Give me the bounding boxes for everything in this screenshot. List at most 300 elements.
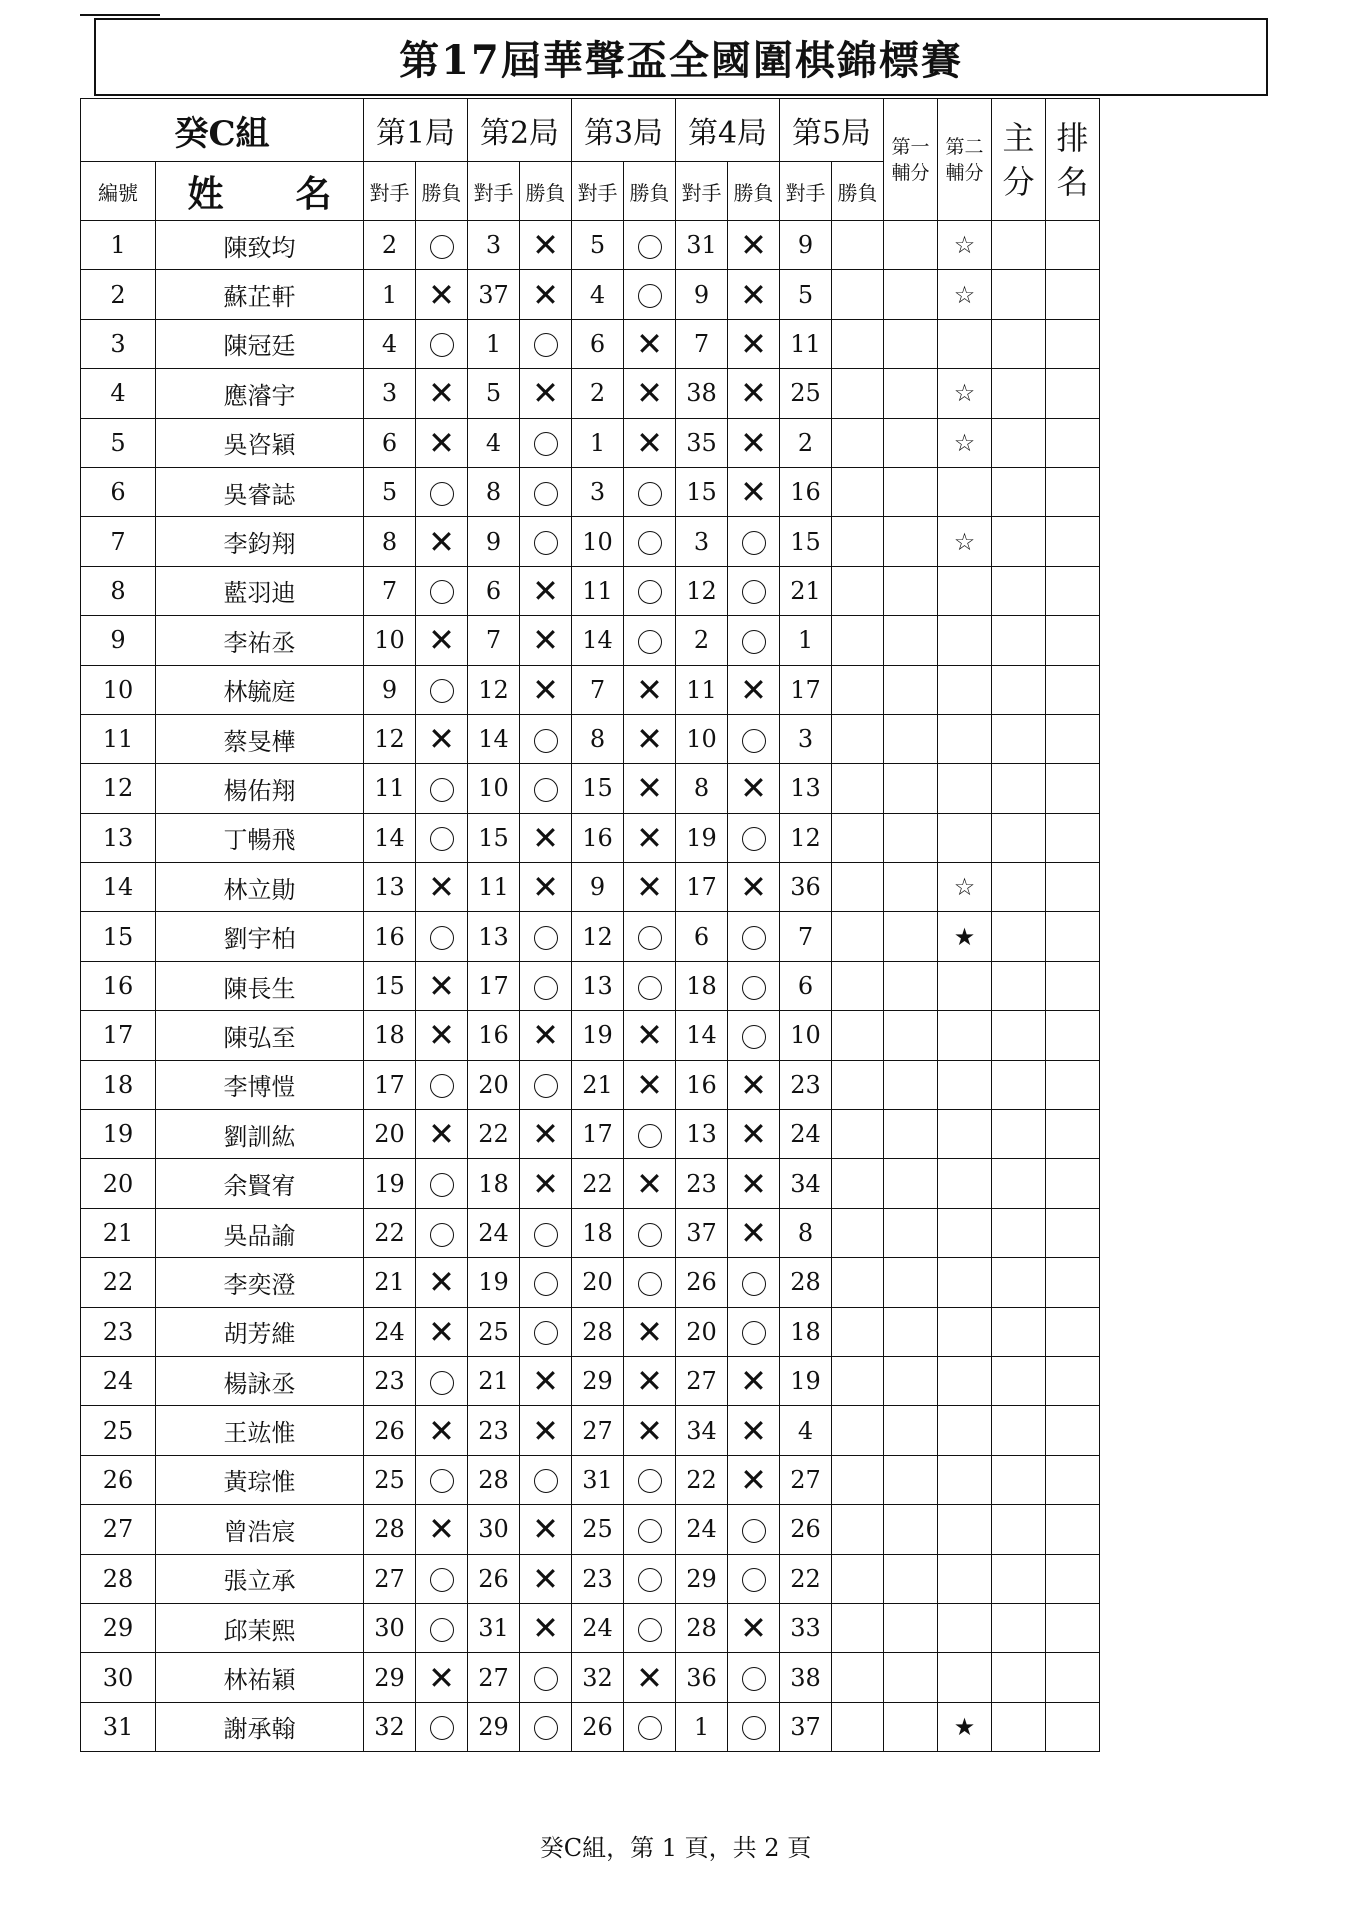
rank-cell	[1046, 1307, 1100, 1356]
result-cell	[832, 1110, 884, 1159]
win-mark	[638, 1565, 662, 1593]
opponent-cell: 1	[364, 270, 416, 319]
result-cell	[416, 1208, 468, 1257]
opponent-cell: 8	[572, 714, 624, 763]
result-cell	[520, 270, 572, 319]
opponent-cell: 14	[364, 813, 416, 862]
result-cell	[728, 1554, 780, 1603]
table-row	[81, 813, 1100, 862]
group-label: 癸C組	[81, 99, 364, 162]
win-mark	[534, 1318, 558, 1346]
result-cell	[416, 714, 468, 763]
win-mark	[638, 281, 662, 309]
player-id: 30	[81, 1653, 156, 1702]
rank-cell	[1046, 1356, 1100, 1405]
loss-mark	[428, 1119, 455, 1147]
player-name: 楊佑翔	[156, 764, 364, 813]
tiebreak-1-cell	[884, 418, 938, 467]
main-score-cell	[992, 1307, 1046, 1356]
rank-cell	[1046, 616, 1100, 665]
result-cell	[416, 467, 468, 516]
table-row	[81, 1060, 1100, 1109]
opponent-cell: 2	[572, 369, 624, 418]
result-cell	[832, 863, 884, 912]
result-cell	[832, 1505, 884, 1554]
loss-mark	[740, 1415, 767, 1443]
loss-mark	[532, 1020, 559, 1048]
results-table	[80, 98, 1100, 1752]
main-score-cell	[992, 221, 1046, 270]
win-mark	[742, 1565, 766, 1593]
player-name: 陳冠廷	[156, 319, 364, 368]
tiebreak-1-cell	[884, 221, 938, 270]
rank-cell	[1046, 319, 1100, 368]
win-mark	[742, 1318, 766, 1346]
result-cell	[728, 1060, 780, 1109]
player-id: 10	[81, 665, 156, 714]
win-mark	[742, 1515, 766, 1543]
player-id: 7	[81, 517, 156, 566]
win-mark	[742, 577, 766, 605]
result-cell	[520, 1356, 572, 1405]
win-mark	[638, 1713, 662, 1741]
rank-cell	[1046, 714, 1100, 763]
win-mark	[430, 923, 454, 951]
opponent-cell: 28	[572, 1307, 624, 1356]
player-id: 12	[81, 764, 156, 813]
result-cell	[832, 467, 884, 516]
rank-cell	[1046, 1603, 1100, 1652]
player-name: 應濬宇	[156, 369, 364, 418]
main-score-cell	[992, 813, 1046, 862]
opponent-cell: 31	[676, 221, 728, 270]
win-mark	[534, 478, 558, 506]
result-cell	[832, 369, 884, 418]
player-name: 李祐丞	[156, 616, 364, 665]
main-score-cell	[992, 566, 1046, 615]
round-5-header: 第5局	[780, 99, 884, 162]
opponent-cell: 27	[364, 1554, 416, 1603]
win-mark	[534, 1219, 558, 1247]
opponent-cell: 5	[572, 221, 624, 270]
tiebreak-1-cell	[884, 961, 938, 1010]
opponent-cell: 17	[364, 1060, 416, 1109]
loss-mark	[740, 378, 767, 406]
loss-mark	[428, 427, 455, 455]
result-header: 勝負	[832, 162, 884, 221]
tiebreak-1-cell	[884, 1011, 938, 1060]
win-mark	[430, 1170, 454, 1198]
result-cell	[416, 1258, 468, 1307]
result-cell	[416, 1159, 468, 1208]
result-cell	[624, 1406, 676, 1455]
result-cell	[832, 616, 884, 665]
opponent-cell: 13	[468, 912, 520, 961]
tiebreak-1-cell	[884, 270, 938, 319]
rank-cell	[1046, 863, 1100, 912]
rank-cell	[1046, 1702, 1100, 1751]
result-cell	[624, 1110, 676, 1159]
opponent-cell: 5	[364, 467, 416, 516]
player-id: 2	[81, 270, 156, 319]
player-id: 18	[81, 1060, 156, 1109]
loss-mark	[740, 872, 767, 900]
table-row	[81, 1554, 1100, 1603]
result-cell	[520, 665, 572, 714]
result-cell	[624, 1603, 676, 1652]
opponent-cell: 26	[468, 1554, 520, 1603]
opponent-cell: 37	[780, 1702, 832, 1751]
main-score-cell	[992, 616, 1046, 665]
opponent-cell: 10	[468, 764, 520, 813]
opponent-cell: 34	[780, 1159, 832, 1208]
loss-mark	[428, 279, 455, 307]
result-cell	[728, 1603, 780, 1652]
main-score-header	[992, 99, 1046, 221]
loss-mark	[636, 773, 663, 801]
rank-cell	[1046, 221, 1100, 270]
win-mark	[638, 577, 662, 605]
player-id: 16	[81, 961, 156, 1010]
rank-cell	[1046, 1505, 1100, 1554]
loss-mark	[636, 1662, 663, 1690]
tiebreak-1-cell	[884, 1258, 938, 1307]
player-id: 13	[81, 813, 156, 862]
player-name: 蘇芷軒	[156, 270, 364, 319]
player-name: 劉訓紘	[156, 1110, 364, 1159]
tiebreak-2-cell	[938, 1258, 992, 1307]
win-mark	[638, 1219, 662, 1247]
result-cell	[728, 1159, 780, 1208]
tiebreak-2-cell	[938, 1307, 992, 1356]
result-cell	[728, 369, 780, 418]
opponent-cell: 13	[572, 961, 624, 1010]
loss-mark	[532, 625, 559, 653]
opponent-cell: 12	[572, 912, 624, 961]
result-cell	[520, 319, 572, 368]
loss-mark	[740, 1069, 767, 1097]
opponent-cell: 32	[364, 1702, 416, 1751]
player-id: 14	[81, 863, 156, 912]
tiebreak-1-cell	[884, 1702, 938, 1751]
loss-mark	[636, 1366, 663, 1394]
result-cell	[728, 764, 780, 813]
opponent-cell: 17	[468, 961, 520, 1010]
win-mark	[534, 923, 558, 951]
opponent-cell: 26	[676, 1258, 728, 1307]
main-score-cell	[992, 1702, 1046, 1751]
rank-line2: 名	[1056, 162, 1089, 201]
win-mark	[638, 231, 662, 259]
result-cell	[728, 319, 780, 368]
result-cell	[624, 616, 676, 665]
opponent-cell: 21	[780, 566, 832, 615]
opponent-cell: 8	[780, 1208, 832, 1257]
table-row	[81, 517, 1100, 566]
result-cell	[624, 566, 676, 615]
result-cell	[832, 1060, 884, 1109]
loss-mark	[532, 378, 559, 406]
result-cell	[624, 813, 676, 862]
opponent-cell: 27	[780, 1455, 832, 1504]
opponent-cell: 22	[676, 1455, 728, 1504]
tiebreak-2-cell	[938, 616, 992, 665]
opponent-cell: 38	[676, 369, 728, 418]
result-cell	[832, 270, 884, 319]
win-mark	[742, 824, 766, 852]
player-id: 22	[81, 1258, 156, 1307]
player-id: 8	[81, 566, 156, 615]
table-row	[81, 764, 1100, 813]
player-name: 李奕澄	[156, 1258, 364, 1307]
loss-mark	[636, 1020, 663, 1048]
opponent-cell: 17	[572, 1110, 624, 1159]
loss-mark	[428, 1415, 455, 1443]
tiebreak-2-cell	[938, 813, 992, 862]
table-row	[81, 1011, 1100, 1060]
player-id: 4	[81, 369, 156, 418]
player-id: 3	[81, 319, 156, 368]
loss-mark	[428, 1020, 455, 1048]
loss-mark	[636, 674, 663, 702]
opponent-cell: 2	[676, 616, 728, 665]
loss-mark	[636, 822, 663, 850]
table-row	[81, 1702, 1100, 1751]
result-cell	[416, 764, 468, 813]
opponent-cell: 26	[572, 1702, 624, 1751]
page-footer: 癸C組，第 1 頁，共 2 頁	[539, 1834, 812, 1862]
opponent-cell: 6	[676, 912, 728, 961]
tiebreak-2-cell: ☆	[938, 863, 992, 912]
result-cell	[728, 1258, 780, 1307]
result-cell	[832, 1011, 884, 1060]
result-cell	[832, 1159, 884, 1208]
id-header: 編號	[81, 162, 156, 221]
win-mark	[534, 972, 558, 1000]
tiebreak-1-cell	[884, 912, 938, 961]
result-cell	[728, 221, 780, 270]
loss-mark	[740, 279, 767, 307]
table-row	[81, 1356, 1100, 1405]
win-mark	[534, 1664, 558, 1692]
main-score-cell	[992, 1455, 1046, 1504]
main-score-cell	[992, 1554, 1046, 1603]
opponent-cell: 15	[676, 467, 728, 516]
opponent-cell: 24	[572, 1603, 624, 1652]
opponent-cell: 1	[468, 319, 520, 368]
result-cell	[416, 1455, 468, 1504]
opponent-cell: 7	[468, 616, 520, 665]
tiebreak-2-line2: 輔分	[945, 161, 984, 184]
result-cell	[416, 1011, 468, 1060]
opponent-cell: 35	[676, 418, 728, 467]
tiebreak-1-cell	[884, 665, 938, 714]
tiebreak-1-cell	[884, 1060, 938, 1109]
loss-mark	[636, 1415, 663, 1443]
loss-mark	[740, 477, 767, 505]
opponent-cell: 4	[780, 1406, 832, 1455]
opponent-cell: 34	[676, 1406, 728, 1455]
result-cell	[832, 221, 884, 270]
result-header: 勝負	[728, 162, 780, 221]
loss-mark	[532, 279, 559, 307]
result-cell	[832, 961, 884, 1010]
player-name: 余賢宥	[156, 1159, 364, 1208]
tiebreak-2-cell	[938, 1110, 992, 1159]
result-cell	[832, 517, 884, 566]
tiebreak-2-cell: ☆	[938, 418, 992, 467]
win-mark	[430, 231, 454, 259]
loss-mark	[636, 1168, 663, 1196]
opponent-cell: 19	[364, 1159, 416, 1208]
tiebreak-1-cell	[884, 1208, 938, 1257]
result-cell	[416, 566, 468, 615]
rank-cell	[1046, 1455, 1100, 1504]
opponent-cell: 9	[780, 221, 832, 270]
table-row	[81, 1258, 1100, 1307]
result-cell	[520, 1455, 572, 1504]
win-mark	[430, 1219, 454, 1247]
win-mark	[430, 1466, 454, 1494]
round-1-header: 第1局	[364, 99, 468, 162]
table-row	[81, 863, 1100, 912]
opponent-cell: 1	[780, 616, 832, 665]
table-row	[81, 319, 1100, 368]
opponent-cell: 22	[780, 1554, 832, 1603]
opponent-cell: 11	[364, 764, 416, 813]
player-id: 31	[81, 1702, 156, 1751]
opponent-cell: 15	[572, 764, 624, 813]
win-mark	[430, 676, 454, 704]
player-id: 11	[81, 714, 156, 763]
win-mark	[534, 1466, 558, 1494]
opponent-cell: 3	[572, 467, 624, 516]
result-cell	[832, 566, 884, 615]
result-cell	[520, 467, 572, 516]
opponent-cell: 31	[468, 1603, 520, 1652]
opponent-cell: 37	[676, 1208, 728, 1257]
main-score-cell	[992, 1060, 1046, 1109]
result-cell	[416, 961, 468, 1010]
tiebreak-2-cell: ★	[938, 1702, 992, 1751]
opponent-cell: 23	[364, 1356, 416, 1405]
loss-mark	[532, 822, 559, 850]
opponent-cell: 4	[468, 418, 520, 467]
tiebreak-1-cell	[884, 566, 938, 615]
tiebreak-2-cell	[938, 1455, 992, 1504]
opponent-cell: 8	[364, 517, 416, 566]
table-row	[81, 1307, 1100, 1356]
loss-mark	[532, 1613, 559, 1641]
win-mark	[430, 330, 454, 358]
tiebreak-1-cell	[884, 1356, 938, 1405]
win-mark	[638, 1614, 662, 1642]
player-id: 19	[81, 1110, 156, 1159]
opponent-cell: 14	[676, 1011, 728, 1060]
player-name: 陳致均	[156, 221, 364, 270]
loss-mark	[532, 674, 559, 702]
result-cell	[416, 1406, 468, 1455]
result-cell	[520, 1603, 572, 1652]
opponent-cell: 24	[780, 1110, 832, 1159]
rank-cell	[1046, 1159, 1100, 1208]
tiebreak-1-cell	[884, 764, 938, 813]
opponent-cell: 3	[364, 369, 416, 418]
opponent-cell: 7	[676, 319, 728, 368]
main-score-cell	[992, 1159, 1046, 1208]
opponent-cell: 38	[780, 1653, 832, 1702]
player-name: 陳弘至	[156, 1011, 364, 1060]
tiebreak-2-line1: 第二	[945, 135, 984, 158]
result-cell	[520, 566, 572, 615]
loss-mark	[636, 1069, 663, 1097]
opponent-cell: 7	[780, 912, 832, 961]
tiebreak-1-cell	[884, 1554, 938, 1603]
loss-mark	[740, 1119, 767, 1147]
opponent-cell: 11	[676, 665, 728, 714]
opponent-cell: 19	[676, 813, 728, 862]
result-header: 勝負	[624, 162, 676, 221]
result-cell	[416, 221, 468, 270]
loss-mark	[636, 1316, 663, 1344]
result-cell	[416, 1060, 468, 1109]
opponent-cell: 6	[468, 566, 520, 615]
win-mark	[638, 1120, 662, 1148]
opponent-cell: 9	[364, 665, 416, 714]
opponent-cell: 5	[780, 270, 832, 319]
result-cell	[832, 1208, 884, 1257]
player-name: 黃琮惟	[156, 1455, 364, 1504]
round-4-header: 第4局	[676, 99, 780, 162]
player-name: 楊詠丞	[156, 1356, 364, 1405]
main-score-cell	[992, 863, 1046, 912]
opponent-cell: 28	[780, 1258, 832, 1307]
result-cell	[624, 418, 676, 467]
loss-mark	[428, 1662, 455, 1690]
opponent-cell: 22	[364, 1208, 416, 1257]
win-mark	[430, 1614, 454, 1642]
opponent-cell: 21	[468, 1356, 520, 1405]
opponent-cell: 2	[364, 221, 416, 270]
opponent-cell: 1	[676, 1702, 728, 1751]
opponent-cell: 7	[572, 665, 624, 714]
result-cell	[832, 764, 884, 813]
win-mark	[534, 725, 558, 753]
win-mark	[430, 1367, 454, 1395]
result-cell	[520, 1011, 572, 1060]
player-name: 林祐穎	[156, 1653, 364, 1702]
result-cell	[624, 1554, 676, 1603]
rank-cell	[1046, 467, 1100, 516]
player-name: 王竑惟	[156, 1406, 364, 1455]
opponent-cell: 29	[468, 1702, 520, 1751]
tiebreak-2-cell	[938, 1603, 992, 1652]
result-cell	[520, 616, 572, 665]
win-mark	[638, 1466, 662, 1494]
result-cell	[416, 665, 468, 714]
rank-cell	[1046, 1060, 1100, 1109]
main-score-cell	[992, 1110, 1046, 1159]
opponent-cell: 3	[780, 714, 832, 763]
loss-mark	[740, 1613, 767, 1641]
opponent-cell: 12	[468, 665, 520, 714]
result-cell	[728, 714, 780, 763]
rank-cell	[1046, 270, 1100, 319]
result-cell	[728, 1356, 780, 1405]
result-cell	[416, 369, 468, 418]
opponent-cell: 10	[780, 1011, 832, 1060]
opponent-cell: 27	[676, 1356, 728, 1405]
